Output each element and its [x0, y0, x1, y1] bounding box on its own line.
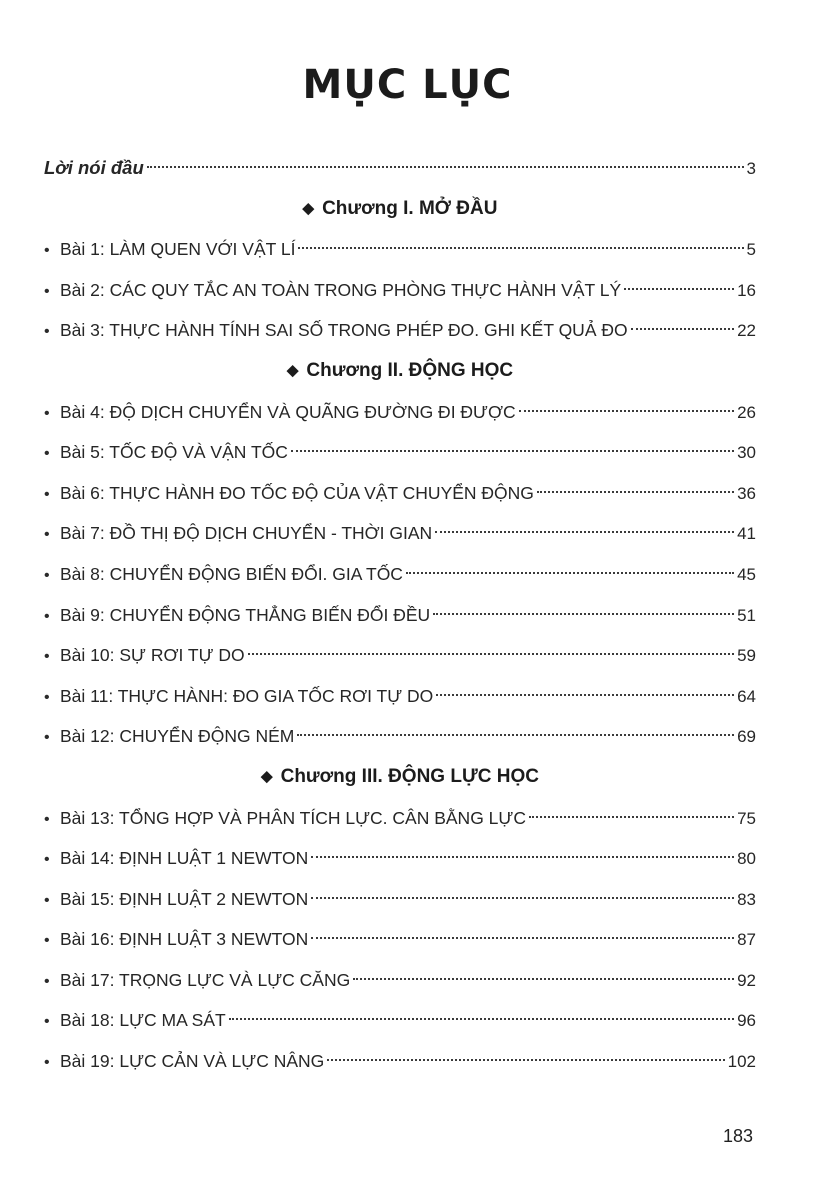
bullet-icon: •	[44, 729, 50, 747]
toc-entry-label: Bài 16: ĐỊNH LUẬT 3 NEWTON	[60, 929, 309, 950]
bullet-icon: •	[44, 566, 50, 584]
bullet-icon: •	[44, 242, 50, 260]
toc-entry[interactable]	[44, 879, 756, 920]
bullet-icon: •	[44, 972, 50, 990]
toc-entry-page: 96	[737, 1011, 756, 1031]
toc-entry[interactable]	[44, 635, 756, 676]
page-title: MỤC LỤC	[302, 62, 513, 108]
dot-leader	[435, 531, 734, 533]
toc-entry-label: Bài 11: THỰC HÀNH: ĐO GIA TỐC RƠI TỰ DO	[60, 685, 434, 706]
dot-leader	[353, 978, 734, 980]
toc-entry-label: Bài 5: TỐC ĐỘ VÀ VẬN TỐC	[60, 442, 288, 463]
toc-entry-label: Bài 3: THỰC HÀNH TÍNH SAI SỐ TRONG PHÉP ĐO. GHI KẾT QUẢ ĐO	[60, 320, 628, 341]
dot-leader	[433, 613, 734, 615]
toc-entry-page: 102	[727, 1052, 756, 1072]
dot-leader	[406, 572, 734, 574]
chapter-heading[interactable]	[44, 351, 756, 392]
toc-entry[interactable]	[44, 919, 756, 960]
page-number: 183	[722, 1126, 753, 1146]
toc-entry-page: 16	[737, 280, 756, 300]
toc-entry[interactable]	[44, 473, 756, 514]
bullet-icon: •	[44, 282, 50, 300]
dot-leader	[519, 410, 734, 412]
dot-leader	[248, 653, 734, 655]
dot-leader	[631, 328, 734, 330]
toc-entry-preface[interactable]	[44, 148, 756, 189]
dot-leader	[229, 1018, 734, 1020]
diamond-icon: ◆	[302, 199, 315, 217]
toc-entry[interactable]	[44, 595, 756, 636]
bullet-icon: •	[44, 851, 50, 869]
toc-entry-page: 30	[737, 443, 756, 463]
bullet-icon: •	[44, 688, 50, 706]
bullet-icon: •	[44, 810, 50, 828]
bullet-icon: •	[44, 323, 50, 341]
toc-entry-page: 26	[737, 402, 756, 422]
toc-entry[interactable]	[44, 1000, 756, 1041]
toc-entry-page: 83	[737, 889, 756, 909]
toc-entry-label: Bài 19: LỰC CẢN VÀ LỰC NÂNG	[60, 1051, 325, 1072]
toc-entry[interactable]	[44, 432, 756, 473]
toc-entry-page: 87	[737, 930, 756, 950]
toc-entry-label: Bài 14: ĐỊNH LUẬT 1 NEWTON	[60, 848, 309, 869]
chapter-list	[44, 189, 756, 1082]
toc-entry-page: 41	[737, 524, 756, 544]
dot-leader	[298, 247, 743, 249]
toc-entry-label: Bài 1: LÀM QUEN VỚI VẬT LÍ	[60, 239, 296, 260]
toc-entry[interactable]	[44, 838, 756, 879]
table-of-contents	[44, 148, 756, 1082]
dot-leader	[624, 288, 734, 290]
bullet-icon: •	[44, 526, 50, 544]
bullet-icon: •	[44, 404, 50, 422]
toc-entry[interactable]	[44, 554, 756, 595]
toc-entry-page: 69	[737, 727, 756, 747]
toc-entry[interactable]	[44, 960, 756, 1001]
toc-entry-page: 3	[746, 159, 756, 178]
dot-leader	[311, 897, 734, 899]
chapter-title: Chương II. ĐỘNG HỌC	[306, 359, 514, 381]
dot-leader	[147, 166, 744, 168]
toc-entry-label: Bài 10: SỰ RƠI TỰ DO	[60, 645, 245, 666]
toc-entry-label: Bài 17: TRỌNG LỰC VÀ LỰC CĂNG	[60, 969, 351, 990]
dot-leader	[297, 734, 734, 736]
toc-entry[interactable]	[44, 798, 756, 839]
toc-entry[interactable]	[44, 392, 756, 433]
toc-entry-page: 5	[746, 240, 756, 260]
bullet-icon: •	[44, 1054, 50, 1072]
toc-entry-label: Bài 18: LỰC MA SÁT	[60, 1010, 226, 1031]
chapter-heading[interactable]	[44, 757, 756, 798]
toc-entry[interactable]	[44, 1041, 756, 1082]
toc-entry-label: Lời nói đầu	[44, 157, 144, 178]
chapter-heading[interactable]	[44, 189, 756, 230]
toc-entry-label: Bài 2: CÁC QUY TẮC AN TOÀN TRONG PHÒNG THỰC HÀNH VẬT LÝ	[60, 279, 622, 300]
toc-entry-page: 59	[737, 646, 756, 666]
bullet-icon: •	[44, 932, 50, 950]
toc-entry-page: 75	[737, 808, 756, 828]
chapter-title: Chương I. MỞ ĐẦU	[322, 197, 498, 219]
dot-leader	[436, 694, 734, 696]
chapter-title: Chương III. ĐỘNG LỰC HỌC	[280, 765, 539, 787]
toc-entry-page: 92	[737, 970, 756, 990]
dot-leader	[311, 937, 734, 939]
toc-entry-page: 64	[737, 686, 756, 706]
toc-entry[interactable]	[44, 310, 756, 351]
toc-entry-page: 36	[737, 483, 756, 503]
diamond-icon: ◆	[261, 767, 273, 785]
toc-entry-page: 45	[737, 564, 756, 584]
toc-entry-label: Bài 8: CHUYỂN ĐỘNG BIẾN ĐỔI. GIA TỐC	[60, 563, 403, 584]
toc-entry-label: Bài 15: ĐỊNH LUẬT 2 NEWTON	[60, 888, 309, 909]
toc-entry[interactable]	[44, 513, 756, 554]
bullet-icon: •	[44, 1013, 50, 1031]
toc-entry[interactable]	[44, 229, 756, 270]
toc-entry-label: Bài 6: THỰC HÀNH ĐO TỐC ĐỘ CỦA VẬT CHUYỂN ĐỘNG	[60, 482, 534, 503]
toc-entry[interactable]	[44, 716, 756, 757]
toc-entry[interactable]	[44, 270, 756, 311]
bullet-icon: •	[44, 485, 50, 503]
toc-entry-page: 22	[737, 321, 756, 341]
toc-entry[interactable]	[44, 676, 756, 717]
diamond-icon: ◆	[286, 361, 299, 379]
bullet-icon: •	[44, 445, 50, 463]
toc-entry-page: 80	[737, 849, 756, 869]
toc-entry-label: Bài 7: ĐỒ THỊ ĐỘ DỊCH CHUYỂN - THỜI GIAN	[60, 523, 433, 544]
dot-leader	[311, 856, 734, 858]
dot-leader	[327, 1059, 724, 1061]
toc-entry-label: Bài 13: TỔNG HỢP VÀ PHÂN TÍCH LỰC. CÂN BẰNG LỰC	[60, 807, 526, 828]
toc-entry-label: Bài 4: ĐỘ DỊCH CHUYỂN VÀ QUÃNG ĐƯỜNG ĐI ĐƯỢC	[60, 401, 516, 422]
toc-entry-label: Bài 12: CHUYỂN ĐỘNG NÉM	[60, 726, 295, 747]
toc-entry-page: 51	[737, 605, 756, 625]
dot-leader	[529, 816, 734, 818]
dot-leader	[291, 450, 734, 452]
dot-leader	[537, 491, 734, 493]
bullet-icon: •	[44, 607, 50, 625]
toc-entry-label: Bài 9: CHUYỂN ĐỘNG THẲNG BIẾN ĐỔI ĐỀU	[60, 604, 431, 625]
bullet-icon: •	[44, 891, 50, 909]
bullet-icon: •	[44, 648, 50, 666]
